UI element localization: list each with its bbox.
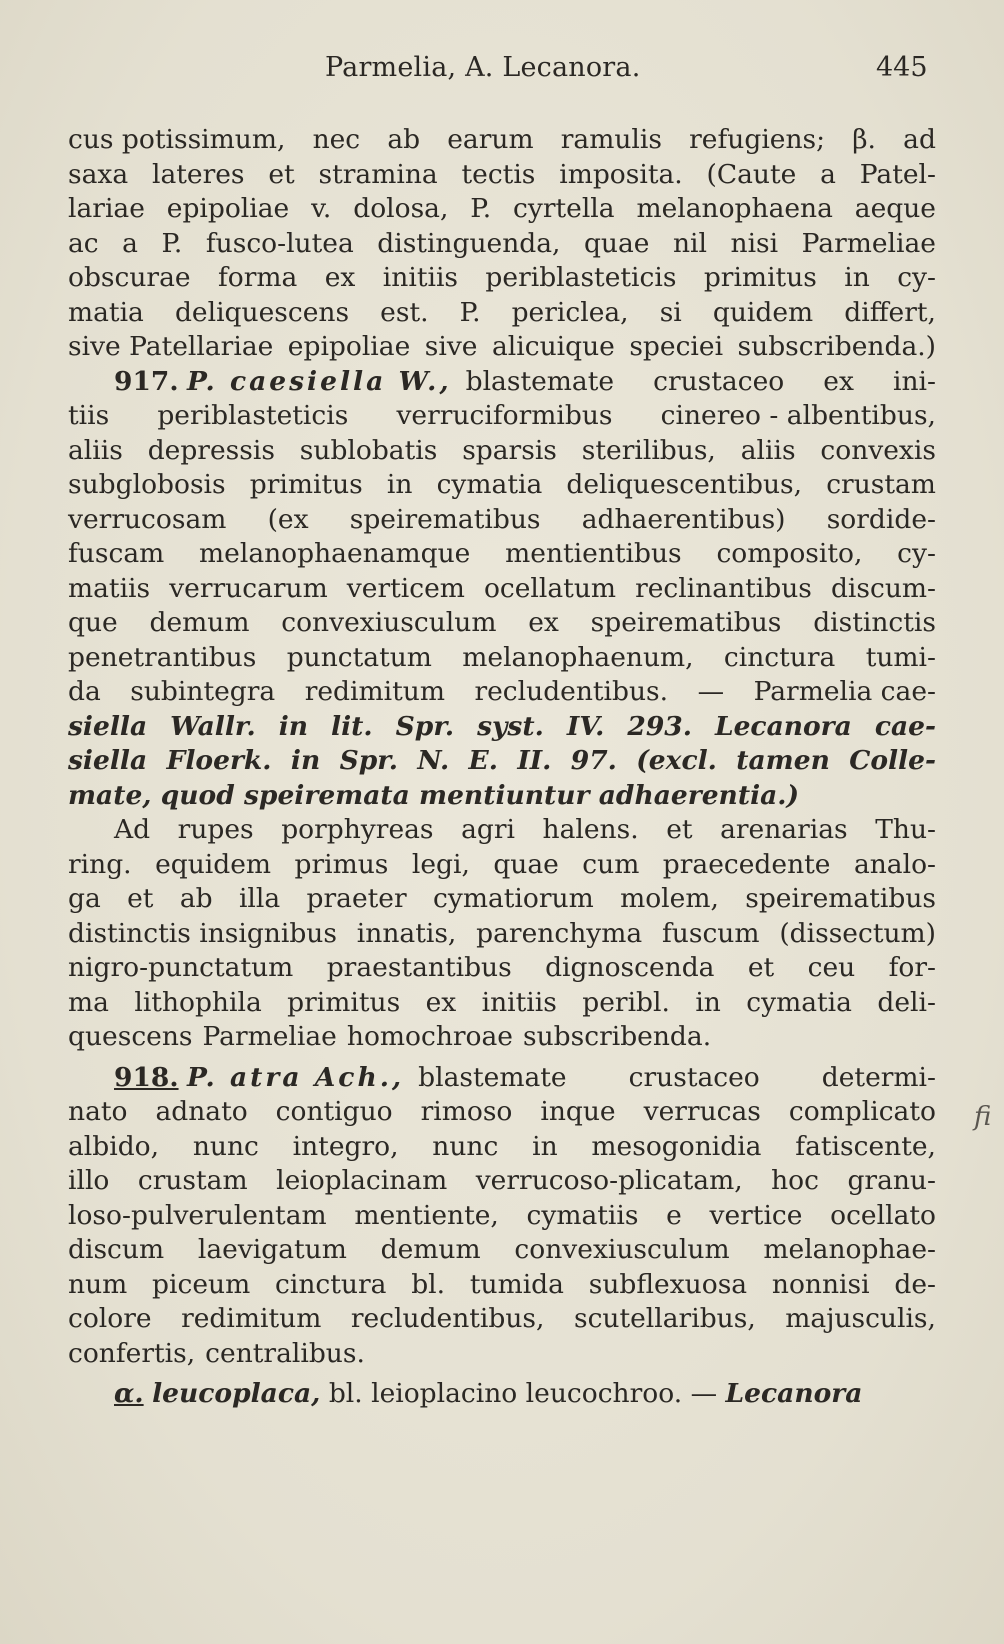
word: rimoso <box>420 1096 513 1127</box>
word: recludentibus, <box>350 1303 545 1334</box>
word: nato <box>68 1096 128 1127</box>
word: agri <box>461 814 515 845</box>
paragraph-p2-synonyms <box>68 710 936 814</box>
word: speirematibus <box>745 883 936 914</box>
word: Ad <box>114 814 151 845</box>
word: crustaceo <box>653 365 785 397</box>
text-line <box>68 537 936 572</box>
text-line <box>68 917 936 952</box>
word: illa <box>238 883 281 914</box>
word: vertice <box>709 1199 803 1231</box>
word: ac <box>68 227 99 259</box>
word: recludentibus. <box>474 676 669 707</box>
word: verrucas <box>643 1096 761 1127</box>
word: ab <box>387 124 421 155</box>
variety-alpha-line <box>68 1377 936 1412</box>
synonym-text: siella Floerk. in Spr. N. E. II. 97. (excl. tamen Colle- <box>68 745 936 776</box>
word: cus potissimum, <box>68 124 286 155</box>
word: subscribenda.) <box>737 331 936 362</box>
word: molem, <box>620 883 719 914</box>
word: cymatiorum <box>433 883 594 914</box>
word: refugiens; <box>689 124 826 155</box>
word: nec <box>312 124 361 155</box>
synonym-text: mate, quod speiremata mentiuntur adhaerentia.) <box>68 779 800 811</box>
word: nigro-punctatum <box>68 952 294 983</box>
word: inque <box>540 1096 616 1127</box>
text-line <box>68 1020 936 1055</box>
word: nunc <box>432 1130 499 1162</box>
word: in <box>695 986 721 1018</box>
word: hoc <box>771 1165 819 1196</box>
text-line <box>68 434 936 469</box>
entry-number-917: 917. <box>114 365 179 397</box>
synonym-text: siella Wallr. in lit. Spr. syst. IV. 293. Lecanora cae- <box>68 710 936 742</box>
word: da <box>68 676 101 707</box>
synonym-line <box>68 710 936 745</box>
word: sive <box>424 331 478 362</box>
word: nisi <box>730 227 779 259</box>
word: praeter <box>306 883 407 914</box>
word: fusco-lutea <box>205 227 354 259</box>
word: determi- <box>821 1061 936 1093</box>
running-head <box>0 52 1004 92</box>
text-line <box>68 572 936 607</box>
word: albido, <box>68 1130 160 1162</box>
word: tumida <box>469 1268 564 1300</box>
word: deliquescens <box>174 296 350 328</box>
word: subintegra <box>130 676 276 707</box>
word: et <box>666 814 693 845</box>
word: ab <box>179 883 213 914</box>
word: obscurae <box>68 262 191 293</box>
word: primitus <box>287 986 401 1018</box>
word: praestantibus <box>326 952 512 983</box>
word: cymatia <box>436 469 543 500</box>
word: Patel- <box>859 158 936 190</box>
word: sive Patellariae <box>68 331 274 362</box>
text-line <box>68 468 936 503</box>
word: composito, <box>716 538 863 569</box>
word: distinguenda, <box>377 227 561 259</box>
word: sordide- <box>826 503 936 535</box>
word: mentientibus <box>505 538 682 569</box>
word: speirematibus <box>590 607 782 638</box>
word: epipoliae <box>287 331 411 362</box>
word: ad <box>903 124 936 155</box>
word: blastemate <box>465 365 615 397</box>
margin-annotation: fi <box>974 1102 992 1132</box>
text-line <box>68 1164 936 1199</box>
word: fuscam <box>68 538 165 569</box>
word: verrucarum <box>169 572 328 604</box>
word: depressis <box>147 434 275 466</box>
word: ceu <box>807 952 856 983</box>
text-line <box>68 1233 936 1268</box>
word: ga <box>68 883 101 914</box>
word: differt, <box>844 296 936 328</box>
word: initiis <box>382 262 459 293</box>
entry-number-918: 918. <box>114 1061 179 1093</box>
word: saxa <box>68 158 129 190</box>
word: quae <box>583 227 650 259</box>
word: crustam <box>137 1165 248 1196</box>
word: que <box>68 607 118 638</box>
word: earum <box>447 124 534 155</box>
word: redimitum <box>181 1303 322 1334</box>
word: ocellato <box>830 1199 936 1231</box>
word: colore <box>68 1303 152 1334</box>
paragraph-p4 <box>68 1095 936 1371</box>
word: quidem <box>712 296 814 328</box>
word: periblasteticis <box>157 400 349 431</box>
word: melanophae- <box>763 1234 936 1265</box>
word: cyrtella <box>513 193 615 224</box>
page-number: 445 <box>876 52 928 83</box>
word: matiis <box>68 572 151 604</box>
word: redimitum <box>304 676 445 707</box>
word: lateres <box>151 158 245 190</box>
word: confertis, <box>68 1337 196 1369</box>
word: subglobosis <box>68 469 226 500</box>
word: a <box>820 158 836 190</box>
synonym-line <box>68 779 936 814</box>
word: e <box>666 1199 682 1231</box>
word: cinctura <box>275 1268 387 1300</box>
word: tiis <box>68 400 110 431</box>
entry-917-first-line <box>68 365 936 400</box>
word: alicuique <box>491 331 615 362</box>
word: (dissectum) <box>779 917 936 949</box>
word: praecedente <box>662 848 831 880</box>
word: aliis <box>68 434 123 466</box>
word: reclinantibus <box>635 572 812 604</box>
word: aliis <box>740 434 796 466</box>
word: cy- <box>897 262 936 293</box>
text-line <box>68 606 936 641</box>
word: crustaceo <box>628 1061 760 1093</box>
word: melanophaenamque <box>199 538 471 569</box>
word: granu- <box>847 1165 936 1196</box>
word: crustam <box>826 469 936 500</box>
text-line <box>68 986 936 1021</box>
word: sparsis <box>462 434 557 466</box>
word: melanophaenum, <box>462 641 694 673</box>
variety-synonym: Lecanora <box>725 1378 863 1409</box>
word: sterilibus, <box>581 434 716 466</box>
word: sublobatis <box>299 434 438 466</box>
word: cinctura <box>723 641 836 673</box>
word: deliquescentibus, <box>566 469 803 500</box>
word: et <box>747 952 775 983</box>
running-head-title: Parmelia, A. Lecanora. <box>325 52 641 83</box>
word: initiis <box>481 986 557 1018</box>
word: Parmelia cae- <box>753 676 936 707</box>
word: lariae <box>68 193 145 224</box>
word: speciei <box>629 331 724 362</box>
word: si <box>659 296 682 328</box>
word: legi, <box>411 848 470 880</box>
word: cy- <box>897 538 936 569</box>
variety-label: α. <box>114 1378 144 1409</box>
word: a <box>122 227 138 259</box>
word: v. <box>311 193 332 224</box>
word: et <box>268 158 295 190</box>
word: demum <box>380 1234 481 1265</box>
word: distinctis <box>813 607 936 638</box>
word: melanophaena <box>636 193 833 224</box>
text-line <box>68 330 936 365</box>
word: homochroae <box>346 1021 513 1052</box>
text-line <box>68 1302 936 1337</box>
word: scutellaribus, <box>573 1303 756 1334</box>
word: dignoscenda <box>545 952 715 983</box>
word: complicato <box>788 1096 936 1127</box>
word: mentiente, <box>354 1199 499 1231</box>
text-line <box>68 192 936 227</box>
text-line <box>68 882 936 917</box>
word: convexiusculum <box>281 607 497 638</box>
word: num <box>68 1268 128 1300</box>
word: integro, <box>292 1130 399 1162</box>
text-line <box>68 675 936 710</box>
word: deli- <box>877 986 936 1018</box>
word: ma <box>68 986 109 1018</box>
word: periblasteticis <box>485 262 677 293</box>
word: laevigatum <box>197 1234 347 1265</box>
word: ex <box>425 986 457 1018</box>
word: ex <box>528 607 559 638</box>
word: nunc <box>192 1130 259 1162</box>
word: discum <box>68 1234 165 1265</box>
word: Parmeliae <box>801 227 936 259</box>
text-line <box>68 296 936 331</box>
word: primitus <box>249 469 363 500</box>
word: majusculis, <box>785 1303 936 1334</box>
word: nil <box>672 227 707 259</box>
word: fuscum <box>661 917 760 949</box>
word: in <box>386 469 413 500</box>
text-line <box>68 1130 936 1165</box>
paragraph-p2 <box>68 399 936 710</box>
word: (Caute <box>706 158 797 190</box>
word: β. <box>852 124 876 155</box>
word: innatis, <box>356 917 457 949</box>
text-line <box>68 399 936 434</box>
word: P. <box>470 193 492 224</box>
text-line <box>68 641 936 676</box>
word: cymatia <box>746 986 852 1018</box>
word: rupes <box>177 814 254 845</box>
word: fatiscente, <box>795 1130 936 1162</box>
word: speirematibus <box>349 503 541 535</box>
entry-918-first-line <box>68 1061 936 1096</box>
word: de- <box>894 1268 936 1300</box>
variety-description: bl. leioplacino leucochroo. — <box>328 1378 718 1409</box>
synonym-line <box>68 744 936 779</box>
word: Parmeliae <box>202 1021 337 1052</box>
word: lithophila <box>134 986 262 1018</box>
text-line <box>68 813 936 848</box>
paragraph-p1 <box>68 123 936 365</box>
word: adnato <box>155 1096 248 1127</box>
word: stramina <box>318 158 438 190</box>
word: peribl. <box>582 986 670 1018</box>
word: blastemate <box>418 1061 567 1093</box>
word: in <box>844 262 870 293</box>
text-line <box>68 261 936 296</box>
word: loso-pulverulentam <box>68 1199 327 1231</box>
word: illo <box>68 1165 110 1196</box>
text-line <box>68 1268 936 1303</box>
page-body <box>68 123 936 1412</box>
text-line <box>68 1199 936 1234</box>
text-line <box>68 503 936 538</box>
word: contiguo <box>275 1096 393 1127</box>
word: subflexuosa <box>588 1268 748 1300</box>
word: et <box>127 883 154 914</box>
word: convexiusculum <box>514 1234 730 1265</box>
word: parenchyma <box>476 917 643 949</box>
text-line <box>68 158 936 193</box>
word: epipoliae <box>166 193 290 224</box>
word: discum- <box>830 572 936 604</box>
word: tumi- <box>865 641 936 673</box>
word: aeque <box>854 193 936 224</box>
word: mesogonidia <box>591 1130 762 1162</box>
word: adhaerentibus) <box>581 503 786 535</box>
word: imposita. <box>559 158 683 190</box>
word: P. <box>161 227 183 259</box>
word: punctatum <box>286 641 432 673</box>
word: verrucoso-plicatam, <box>475 1165 743 1196</box>
word: — <box>697 676 725 707</box>
text-line <box>68 848 936 883</box>
word: tectis <box>461 158 536 190</box>
word: centralibus. <box>205 1337 365 1369</box>
species-name-caesiella: P. caesiella W., <box>186 365 452 397</box>
word: quae <box>493 848 559 880</box>
word: piceum <box>152 1268 251 1300</box>
word: demum <box>149 607 250 638</box>
word: analo- <box>853 848 936 880</box>
word: primus <box>294 848 389 880</box>
word: for- <box>888 952 936 983</box>
word: cum <box>582 848 640 880</box>
text-line <box>68 1095 936 1130</box>
word: distinctis insignibus <box>68 917 337 949</box>
word: arenarias <box>720 814 848 845</box>
word: (ex <box>267 503 309 535</box>
word: verticem <box>346 572 465 604</box>
word: P. <box>459 296 481 328</box>
word: dolosa, <box>353 193 449 224</box>
word: ex <box>823 365 854 397</box>
word: leioplacinam <box>276 1165 448 1196</box>
word: ex <box>324 262 356 293</box>
word: penetrantibus <box>68 641 257 673</box>
word: verrucosam <box>68 503 227 535</box>
word: est. <box>380 296 429 328</box>
word: convexis <box>820 434 936 466</box>
word: ini- <box>892 365 936 397</box>
text-line <box>68 951 936 986</box>
species-name-atra: P. atra Ach., <box>186 1061 405 1093</box>
word: halens. <box>542 814 639 845</box>
word: cymatiis <box>526 1199 639 1231</box>
variety-name: leucoplaca, <box>152 1378 321 1409</box>
word: quescens <box>68 1021 193 1052</box>
word: ocellatum <box>483 572 617 604</box>
word: bl. <box>411 1268 446 1300</box>
word: subscribenda. <box>523 1021 712 1052</box>
word: Thu- <box>875 814 936 845</box>
word: ramulis <box>560 124 662 155</box>
word: ring. <box>68 848 132 880</box>
word: equidem <box>155 848 272 880</box>
word: verruciformibus <box>396 400 613 431</box>
word: cinereo - albentibus, <box>660 400 936 431</box>
text-line <box>68 123 936 158</box>
text-line <box>68 227 936 262</box>
word: porphyreas <box>281 814 434 845</box>
word: matia <box>68 296 144 328</box>
word: in <box>532 1130 558 1162</box>
word: periclea, <box>511 296 629 328</box>
word: primitus <box>703 262 817 293</box>
word: nonnisi <box>771 1268 870 1300</box>
paragraph-p3 <box>68 813 936 1055</box>
word: forma <box>217 262 298 293</box>
text-line <box>68 1337 936 1372</box>
